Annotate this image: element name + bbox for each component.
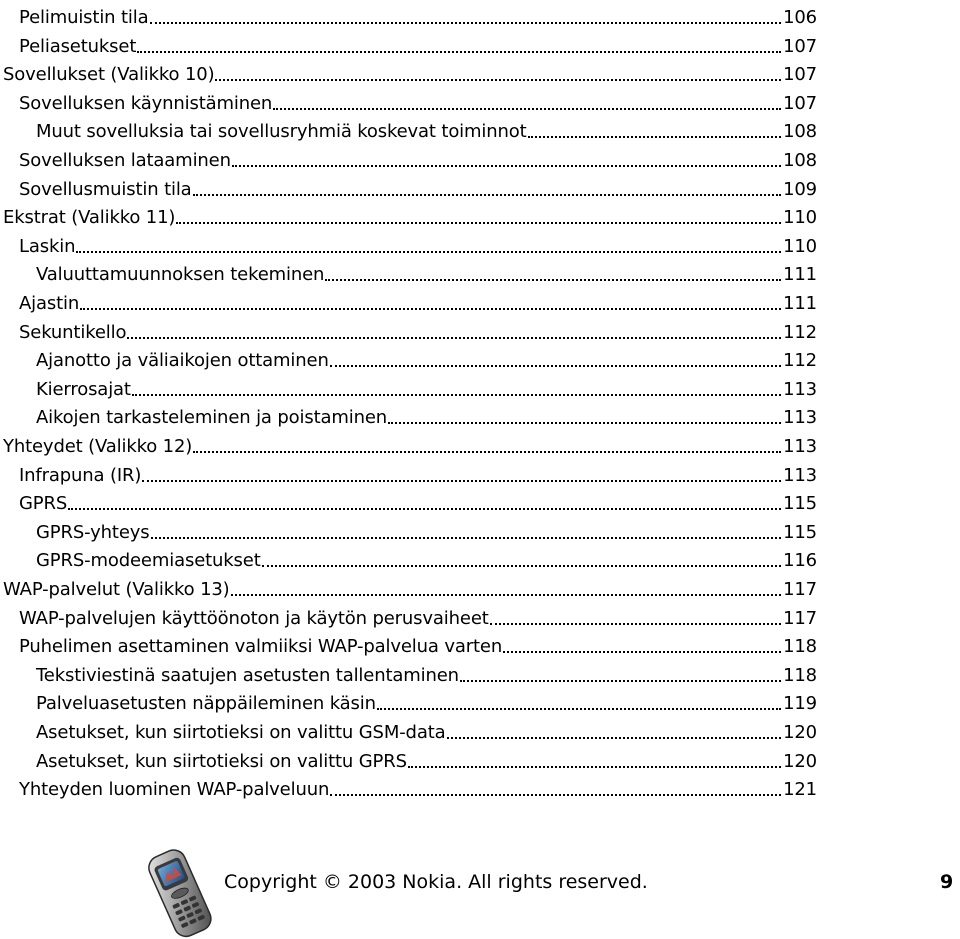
toc-dot-leader bbox=[330, 794, 781, 796]
toc-entry-page-number: 113 bbox=[783, 407, 817, 429]
toc-entry-page-number: 120 bbox=[783, 722, 817, 743]
toc-entry[interactable] bbox=[0, 143, 817, 172]
toc-entry-page-number: 118 bbox=[783, 636, 817, 658]
toc-entry-page-number: 113 bbox=[783, 378, 817, 400]
toc-entry[interactable] bbox=[0, 29, 817, 58]
toc-entry[interactable] bbox=[0, 343, 817, 372]
toc-entry[interactable] bbox=[0, 458, 817, 487]
toc-dot-leader bbox=[528, 136, 782, 138]
toc-entry-page-number: 107 bbox=[783, 35, 817, 57]
toc-entry[interactable] bbox=[0, 429, 817, 458]
toc-dot-leader bbox=[68, 508, 781, 510]
toc-dot-leader bbox=[490, 623, 781, 625]
toc-entry-title: Laskin bbox=[19, 235, 76, 257]
toc-entry-page-number: 109 bbox=[783, 178, 817, 200]
toc-entry-title: Yhteydet (Valikko 12) bbox=[3, 436, 193, 457]
toc-entry-title: Sovelluksen lataaminen bbox=[19, 150, 231, 171]
toc-dot-leader bbox=[330, 365, 781, 367]
toc-dot-leader bbox=[503, 651, 781, 653]
toc-entry-title: GPRS bbox=[19, 493, 68, 515]
toc-entry-title: Peliasetukset bbox=[19, 35, 137, 57]
toc-entry[interactable] bbox=[0, 515, 817, 544]
toc-entry[interactable] bbox=[0, 0, 817, 29]
toc-entry[interactable] bbox=[0, 257, 817, 286]
toc-entry[interactable] bbox=[0, 744, 817, 773]
toc-entry-page-number: 112 bbox=[783, 321, 817, 343]
toc-entry-page-number: 108 bbox=[783, 121, 817, 143]
toc-entry-page-number: 110 bbox=[783, 207, 817, 229]
toc-entry-page-number: 118 bbox=[783, 664, 817, 686]
copyright-notice: Copyright © 2003 Nokia. All rights reserved. bbox=[224, 871, 648, 893]
toc-entry-page-number: 111 bbox=[783, 264, 817, 286]
toc-entry-page-number: 121 bbox=[783, 779, 817, 801]
toc-entry-title: Sovellusmuistin tila bbox=[19, 178, 192, 200]
toc-entry[interactable] bbox=[0, 715, 817, 744]
toc-entry-page-number: 107 bbox=[783, 92, 817, 114]
toc-entry-title: Pelimuistin tila bbox=[19, 7, 149, 28]
toc-entry-title: GPRS-yhteys bbox=[36, 521, 150, 543]
toc-entry[interactable] bbox=[0, 686, 817, 715]
toc-entry-title: Valuuttamuunnoksen tekeminen bbox=[36, 264, 325, 286]
toc-dot-leader bbox=[388, 422, 781, 424]
toc-dot-leader bbox=[325, 279, 781, 281]
toc-dot-leader bbox=[262, 565, 781, 567]
toc-entry-page-number: 115 bbox=[783, 521, 817, 543]
toc-entry-title: WAP-palvelujen käyttöönoton ja käytön perusvaiheet bbox=[19, 607, 489, 629]
toc-dot-leader bbox=[193, 194, 782, 196]
page-number: 9 bbox=[940, 871, 954, 893]
toc-dot-leader bbox=[231, 594, 782, 596]
toc-entry-title: Ajanotto ja väliaikojen ottaminen bbox=[36, 350, 329, 372]
toc-entry[interactable] bbox=[0, 57, 817, 86]
toc-entry-page-number: 107 bbox=[783, 64, 817, 86]
page-footer bbox=[0, 840, 960, 939]
toc-dot-leader bbox=[150, 22, 782, 24]
toc-entry[interactable] bbox=[0, 286, 817, 315]
toc-dot-leader bbox=[460, 680, 781, 682]
toc-entry-title: Asetukset, kun siirtotieksi on valittu GPRS bbox=[36, 750, 407, 772]
toc-entry[interactable] bbox=[0, 372, 817, 401]
toc-entry-title: Tekstiviestinä saatujen asetusten tallentaminen bbox=[36, 664, 459, 686]
toc-dot-leader bbox=[232, 165, 781, 167]
toc-entry[interactable] bbox=[0, 315, 817, 344]
toc-entry-page-number: 117 bbox=[783, 579, 817, 600]
toc-entry[interactable] bbox=[0, 658, 817, 687]
toc-entry-page-number: 106 bbox=[783, 7, 817, 28]
toc-entry[interactable] bbox=[0, 486, 817, 515]
toc-entry-title: Asetukset, kun siirtotieksi on valittu GSM-data bbox=[36, 722, 446, 743]
toc-entry[interactable] bbox=[0, 114, 817, 143]
toc-entry-page-number: 117 bbox=[783, 607, 817, 629]
toc-entry[interactable] bbox=[0, 229, 817, 258]
toc-entry-page-number: 113 bbox=[783, 436, 817, 457]
toc-entry-title: Muut sovelluksia tai sovellusryhmiä koskevat toiminnot bbox=[36, 121, 527, 143]
toc-entry-page-number: 120 bbox=[783, 750, 817, 772]
toc-entry-title: WAP-palvelut (Valikko 13) bbox=[3, 579, 230, 600]
toc-entry-title: Kierrosajat bbox=[36, 378, 131, 400]
toc-entry-page-number: 119 bbox=[783, 693, 817, 715]
toc-entry-page-number: 108 bbox=[783, 150, 817, 171]
toc-entry[interactable] bbox=[0, 200, 817, 229]
toc-entry-page-number: 111 bbox=[783, 293, 817, 314]
toc-dot-leader bbox=[80, 308, 781, 310]
toc-entry[interactable] bbox=[0, 86, 817, 115]
toc-dot-leader bbox=[132, 394, 781, 396]
toc-entry-page-number: 115 bbox=[783, 493, 817, 515]
toc-dot-leader bbox=[447, 737, 782, 739]
toc-entry-page-number: 110 bbox=[783, 235, 817, 257]
nokia-phone-image bbox=[140, 844, 220, 939]
toc-entry-title: Ajastin bbox=[19, 293, 80, 314]
toc-entry[interactable] bbox=[0, 172, 817, 201]
toc-dot-leader bbox=[151, 537, 782, 539]
toc-entry-page-number: 112 bbox=[783, 350, 817, 372]
toc-entry-title: Infrapuna (IR) bbox=[19, 464, 142, 486]
toc-entry[interactable] bbox=[0, 601, 817, 630]
toc-entry[interactable] bbox=[0, 400, 817, 429]
toc-dot-leader bbox=[176, 222, 781, 224]
toc-entry-title: Ekstrat (Valikko 11) bbox=[3, 207, 176, 229]
toc-entry-title: Palveluasetusten näppäileminen käsin bbox=[36, 693, 376, 715]
toc-entry[interactable] bbox=[0, 543, 817, 572]
toc-dot-leader bbox=[137, 51, 781, 53]
toc-dot-leader bbox=[142, 480, 781, 482]
toc-entry-title: Yhteyden luominen WAP-palveluun bbox=[19, 779, 330, 801]
toc-entry-title: Sovelluksen käynnistäminen bbox=[19, 92, 273, 114]
toc-dot-leader bbox=[76, 251, 781, 253]
toc-dot-leader bbox=[408, 766, 781, 768]
toc-entry-title: Sekuntikello bbox=[19, 321, 127, 343]
toc-entry-title: Puhelimen asettaminen valmiiksi WAP-palvelua varten bbox=[19, 636, 503, 658]
toc-dot-leader bbox=[273, 108, 781, 110]
toc-entry-page-number: 116 bbox=[783, 550, 817, 572]
toc-entry[interactable] bbox=[0, 572, 817, 601]
toc-dot-leader bbox=[127, 337, 781, 339]
toc-entry-title: Aikojen tarkasteleminen ja poistaminen bbox=[36, 407, 388, 429]
toc-dot-leader bbox=[377, 708, 781, 710]
toc-dot-leader bbox=[215, 79, 781, 81]
toc-entry-page-number: 113 bbox=[783, 464, 817, 486]
toc-entry-title: Sovellukset (Valikko 10) bbox=[3, 64, 215, 86]
toc-dot-leader bbox=[193, 451, 781, 453]
toc-entry-title: GPRS-modeemiasetukset bbox=[36, 550, 261, 572]
toc-entry[interactable] bbox=[0, 772, 817, 801]
toc-entry[interactable] bbox=[0, 629, 817, 658]
